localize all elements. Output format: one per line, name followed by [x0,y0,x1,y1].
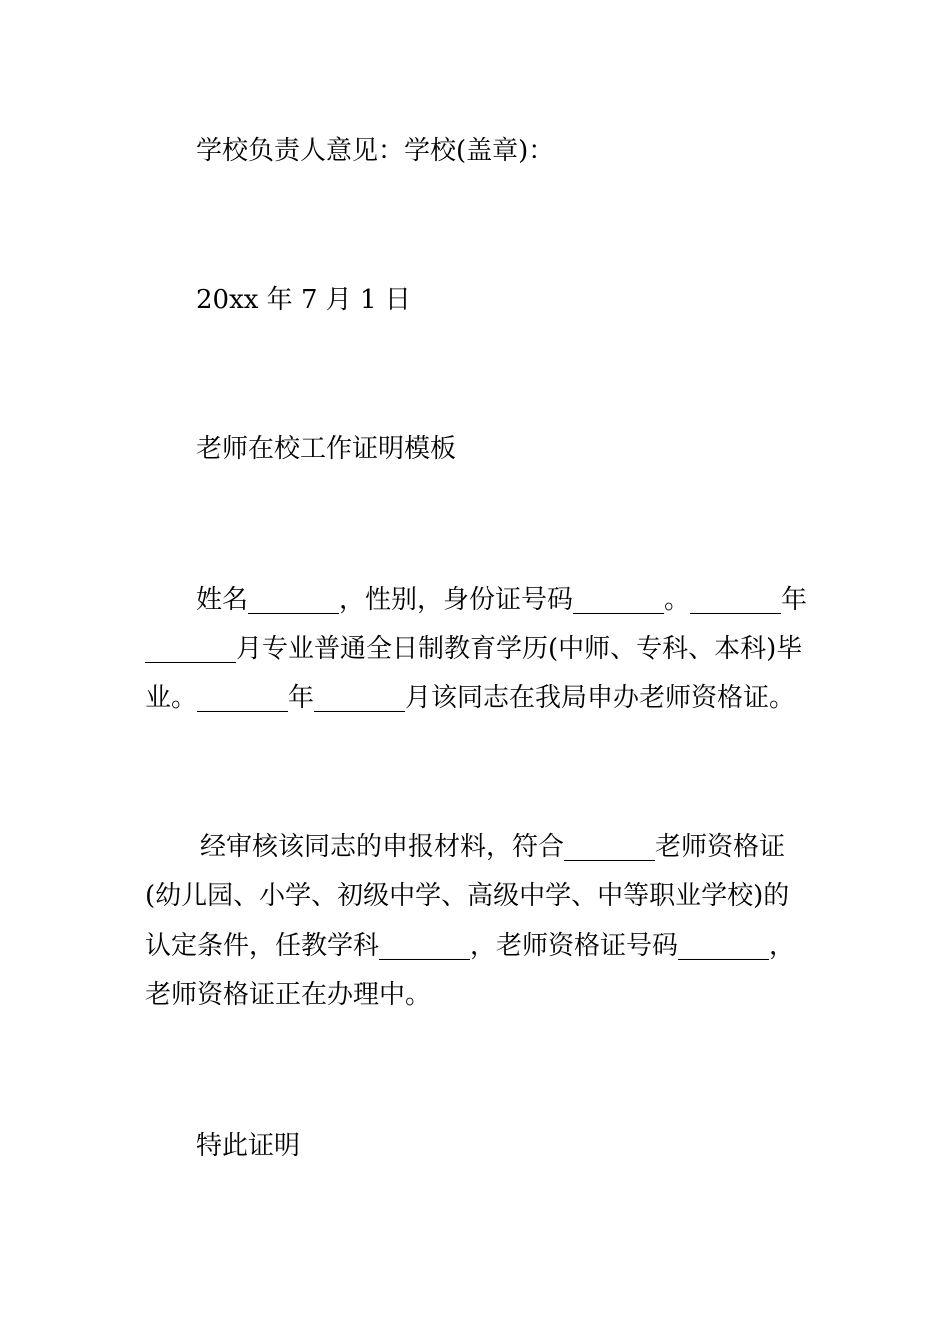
template-title: 老师在校工作证明模板 [196,434,457,464]
date-line: 20xx 年 7 月 1 日 [196,285,411,315]
closing-line: 特此证明 [196,1131,301,1161]
paragraph-2-line-4: 老师资格证正在办理中。 [145,980,432,1010]
paragraph-2-line-3: 认定条件，任教学科_______，老师资格证号码_______， [145,931,796,961]
school-approval-line: 学校负责人意见：学校(盖章)： [196,136,555,166]
paragraph-1-line-3: 业。_______年_______月该同志在我局申办老师资格证。 [145,683,796,713]
paragraph-2-line-1: 经审核该同志的申报材料，符合_______老师资格证 [200,832,786,862]
paragraph-1-line-2: _______月专业普通全日制教育学历(中师、专科、本科)毕 [145,634,803,664]
paragraph-2-line-2: (幼儿园、小学、初级中学、高级中学、中等职业学校)的 [145,881,790,911]
paragraph-1-line-1: 姓名_______，性别，身份证号码_______。_______年 [196,585,808,615]
